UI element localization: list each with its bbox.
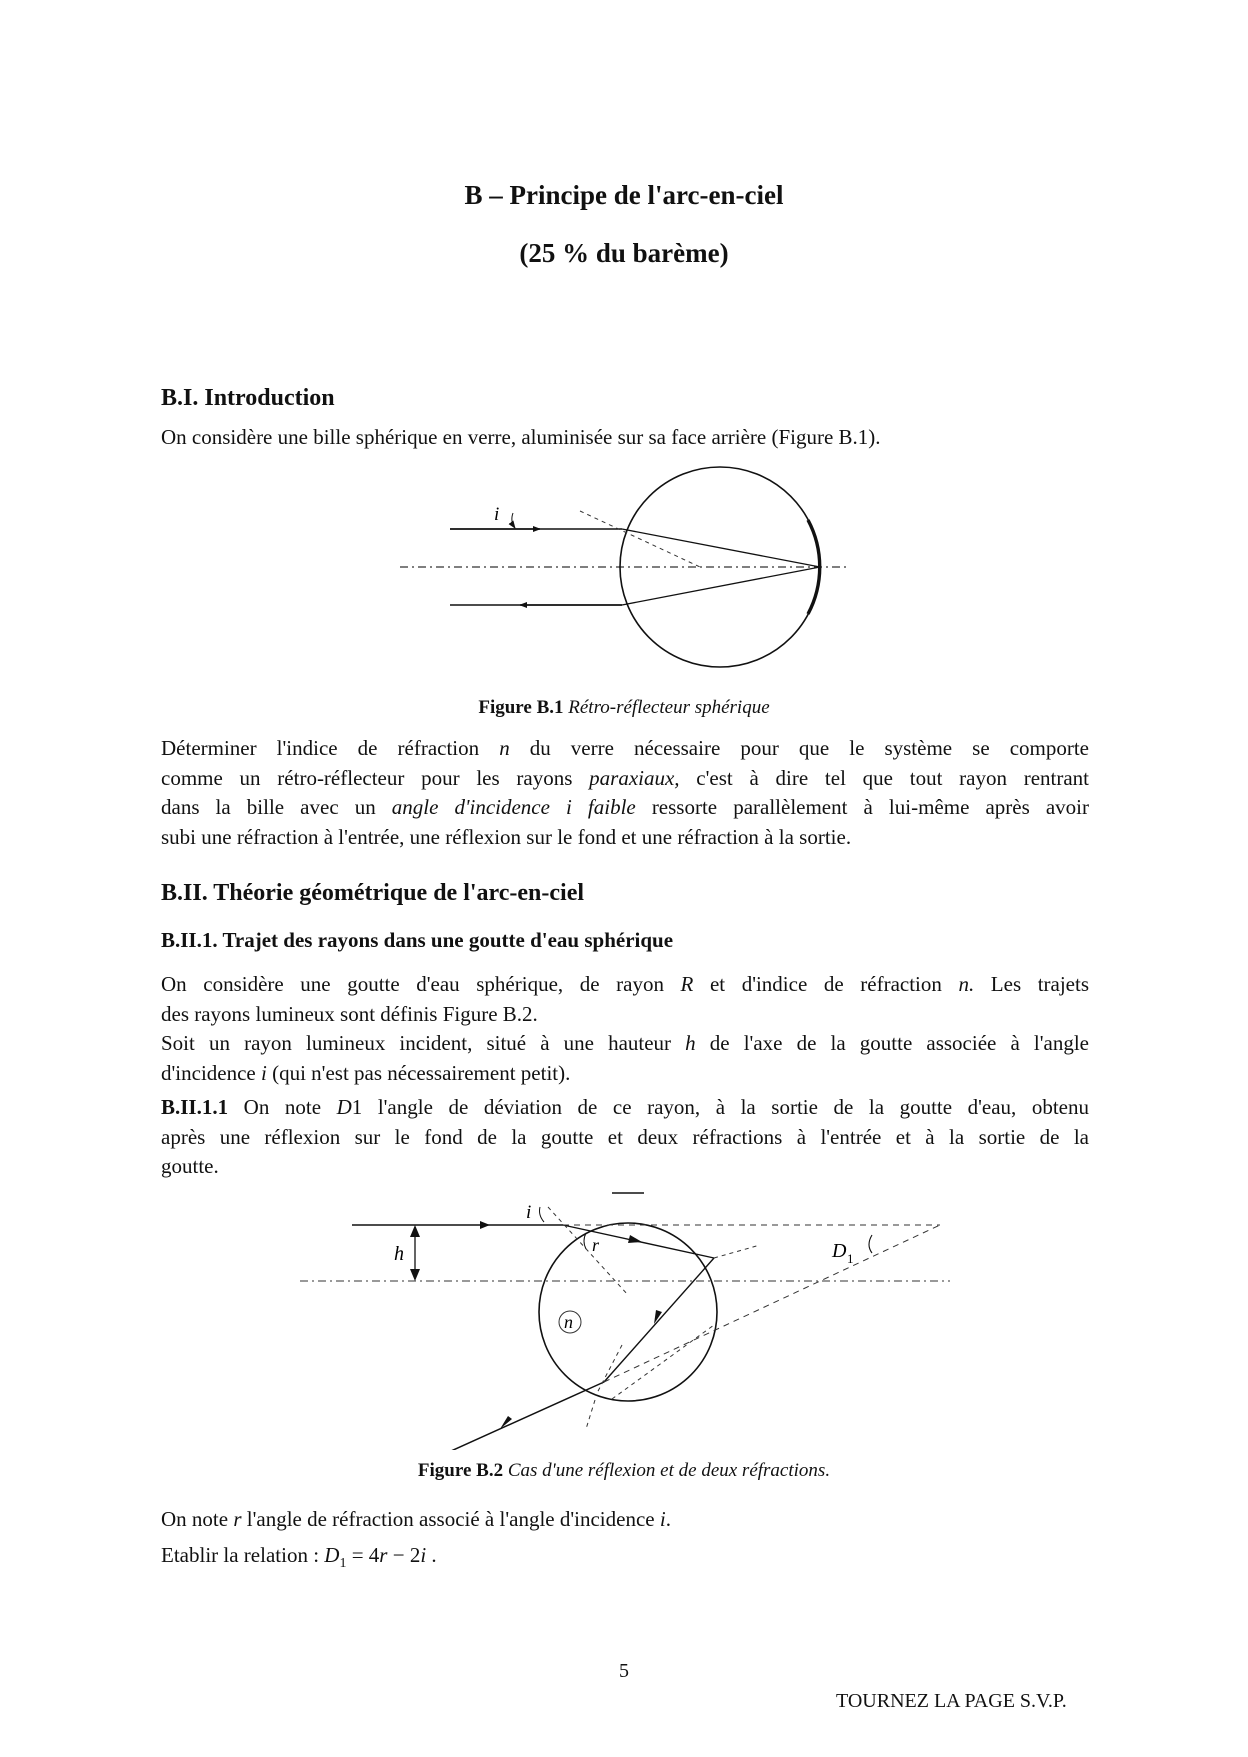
figure-b1 — [390, 455, 860, 685]
figure-b1-caption — [0, 697, 1248, 719]
caption-text: Cas d'une réflexion et de deux réfractions. — [507, 1460, 831, 1481]
refraction-angle-line: On note r l'angle de réfraction associé à l'angle d'incidence i. — [161, 1507, 671, 1531]
normal-exit — [596, 1345, 622, 1395]
normal-entry — [548, 1207, 628, 1295]
page-subtitle: (25 % du barème) — [519, 238, 729, 268]
caption-label: Figure B.2 — [417, 1460, 504, 1481]
footer-note: TOURNEZ LA PAGE S.V.P. — [836, 1690, 1067, 1712]
label-i: i — [526, 1202, 532, 1223]
section-heading-b2: B.II. Théorie géométrique de l'arc-en-ciel — [161, 880, 585, 906]
label-h: h — [394, 1243, 404, 1265]
deviation-paragraph: B.II.1.1 On note D1 l'angle de déviation de ce rayon, à la sortie de la goutte d'eau, obtenu après une réflexion sur le fond de la goutte et deux réfractions à l'entrée et à la sortie de la goutte. — [161, 1095, 1090, 1178]
figure-b2-caption — [0, 1460, 1248, 1482]
drop-paragraph: On considère une goutte d'eau sphérique, de rayon R et d'indice de réfraction n. Les trajets des rayons lumineux sont définis Figure B.2. Soit un rayon lumineux incident, situé à une hauteur h de l'axe de la goutte associée à l'angle d'incidence i (qui n'est pas nécessairement petit). — [161, 972, 1090, 1085]
page-title: B – Principe de l'arc-en-ciel — [464, 180, 784, 210]
retroreflector-paragraph: Déterminer l'indice de réfraction n du verre nécessaire pour que le système se comporte comme un rétro-réflecteur pour les rayons paraxiaux, c'est à dire tel que tout rayon rentrant dans la bille avec un angle d'incidence i faible ressorte parallèlement à lui-même après avoir subi une réfraction à l'entrée, une réflexion sur le fond et une réfraction à la sortie. — [161, 736, 1090, 849]
label-D-sub: 1 — [847, 1251, 854, 1266]
angle-i-label: i — [494, 504, 500, 525]
page-number: 5 — [619, 1660, 629, 1682]
subsection-heading-b21: B.II.1. Trajet des rayons dans une goutte d'eau sphérique — [161, 928, 674, 952]
emergent-extension — [604, 1225, 940, 1382]
label-r: r — [592, 1235, 600, 1255]
emergent-ray — [420, 1382, 604, 1450]
section-heading-b1: B.I. Introduction — [161, 385, 335, 411]
relation-line: Etablir la relation : $D_1 = 4r - 2i$ . — [161, 1543, 437, 1572]
refracted-ray-in — [622, 529, 820, 567]
reflected-ray — [604, 1258, 714, 1382]
reflected-ray — [622, 567, 820, 605]
intro-paragraph: On considère une bille sphérique en verre, aluminisée sur sa face arrière (Figure B.1). — [161, 425, 881, 449]
caption-text: Rétro-réflecteur sphérique — [568, 697, 770, 718]
figure-b2 — [290, 1185, 970, 1450]
label-D: D — [832, 1240, 847, 1262]
normal-line — [580, 511, 700, 567]
label-n: n — [564, 1312, 573, 1332]
caption-label: Figure B.1 — [478, 697, 564, 718]
